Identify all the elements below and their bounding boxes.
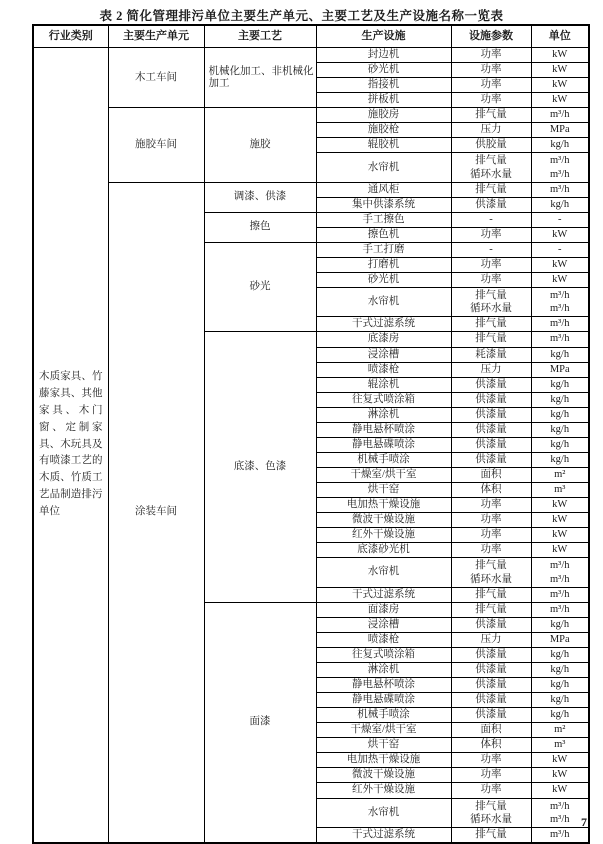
unit-cell: kW [531,513,589,528]
unit-cell-line: m³/h [550,303,570,315]
facility-param-cell: 功率 [451,273,531,288]
unit-cell: kW [531,753,589,768]
facility-cell: 指接机 [316,78,451,93]
facility-cell: 干燥室/烘干室 [316,723,451,738]
facility-param-cell: 供漆量 [451,693,531,708]
unit-cell: kW [531,498,589,513]
facility-param-cell: 供胶量 [451,138,531,153]
unit-cell: m³/h [531,108,589,123]
facility-param-cell: 功率 [451,258,531,273]
unit-cell: kg/h [531,422,589,437]
facility-param-cell: 功率 [451,543,531,558]
facility-cell: 静电悬杯喷涂 [316,422,451,437]
facility-cell: 施胶枪 [316,123,451,138]
facility-param-cell: 供漆量 [451,392,531,407]
unit-cell: kW [531,528,589,543]
facility-param-cell: 供漆量 [451,617,531,632]
facility-cell: 电加热干燥设施 [316,753,451,768]
facility-param-cell-line: 循环水量 [470,813,512,825]
facility-param-cell: 压力 [451,123,531,138]
page-title: 表 2 简化管理排污单位主要生产单元、主要工艺及生产设施名称一览表 [99,9,504,23]
facility-param-cell: 供漆量 [451,197,531,212]
facility-cell: 静电悬杯喷涂 [316,678,451,693]
table-row [33,108,589,123]
facility-cell: 辊涂机 [316,377,451,392]
unit-cell: kW [531,783,589,798]
facility-param-cell: 功率 [451,78,531,93]
facility-param-cell: 供漆量 [451,678,531,693]
facility-param-cell: - [451,242,531,257]
facility-param-cell: 功率 [451,227,531,242]
table-row [33,182,589,197]
unit-cell-line: m³/h [550,800,570,812]
unit-cell: - [531,242,589,257]
facility-cell: 机械手喷涂 [316,708,451,723]
unit-cell-line: m³/h [550,168,570,180]
facility-cell: 干式过滤系统 [316,317,451,332]
facility-param-cell: 功率 [451,753,531,768]
process-cell: 调漆、供漆 [204,182,316,212]
unit-cell-line: m³/h [550,573,570,585]
unit-cell [531,558,589,587]
unit-cell: m² [531,468,589,483]
unit-cell: m³/h [531,602,589,617]
facility-param-cell: 排气量 [451,827,531,843]
unit-cell: - [531,212,589,227]
unit-cell: m³/h [531,332,589,347]
unit-cell: kg/h [531,662,589,677]
facility-cell: 砂光机 [316,273,451,288]
facility-param-cell: 面积 [451,723,531,738]
facility-param-cell [451,153,531,182]
unit-cell [531,153,589,182]
facility-cell: 手工打磨 [316,242,451,257]
facility-cell: 拼板机 [316,93,451,108]
facility-param-cell-line: 排气量 [475,155,507,167]
facility-param-cell: 供漆量 [451,647,531,662]
unit-cell: kW [531,258,589,273]
column-header: 行业类别 [33,25,108,48]
unit-cell-line: m³/h [550,560,570,572]
process-cell: 砂光 [204,242,316,332]
facility-param-cell: 排气量 [451,587,531,602]
facility-cell: 砂光机 [316,63,451,78]
facility-cell: 淋涂机 [316,662,451,677]
process-cell: 面漆 [204,602,316,843]
production-unit-cell: 涂装车间 [108,182,204,843]
facility-cell: 干式过滤系统 [316,587,451,602]
facility-cell: 擦色机 [316,227,451,242]
facility-param-cell: 耗漆量 [451,347,531,362]
unit-cell: kW [531,227,589,242]
process-cell: 机械化加工、非机械化加工 [204,48,316,108]
facility-param-cell: 压力 [451,632,531,647]
unit-cell: MPa [531,362,589,377]
facility-param-cell: 供漆量 [451,422,531,437]
facility-cell: 水帘机 [316,798,451,827]
facility-cell: 烘干窑 [316,483,451,498]
facility-cell: 底漆砂光机 [316,543,451,558]
facility-param-cell-line: 循环水量 [470,303,512,315]
unit-cell: kg/h [531,678,589,693]
facility-param-cell: 功率 [451,93,531,108]
facility-cell: 静电悬碟喷涂 [316,693,451,708]
unit-cell: m² [531,723,589,738]
facility-cell: 往复式喷涂箱 [316,647,451,662]
facility-cell: 浸涂槽 [316,617,451,632]
facility-param-cell: 排气量 [451,317,531,332]
facility-param-cell [451,288,531,317]
facility-cell: 静电悬碟喷涂 [316,437,451,452]
unit-cell: kg/h [531,197,589,212]
column-header: 主要工艺 [204,25,316,48]
facility-cell: 水帘机 [316,153,451,182]
facility-cell: 喷漆枪 [316,632,451,647]
unit-cell: kg/h [531,708,589,723]
unit-cell: kW [531,78,589,93]
facility-param-cell: 供漆量 [451,708,531,723]
unit-cell: m³/h [531,182,589,197]
facility-param-cell: - [451,212,531,227]
production-unit-cell: 施胶车间 [108,108,204,182]
production-unit-cell: 木工车间 [108,48,204,108]
facility-param-cell: 压力 [451,362,531,377]
unit-cell: kg/h [531,407,589,422]
unit-cell: m³ [531,483,589,498]
table-header-row [33,25,589,48]
facility-param-cell: 功率 [451,768,531,783]
facility-param-cell: 面积 [451,468,531,483]
facility-cell: 辊胶机 [316,138,451,153]
unit-cell: m³/h [531,587,589,602]
facility-cell: 底漆房 [316,332,451,347]
unit-cell: kW [531,63,589,78]
facility-cell: 干式过滤系统 [316,827,451,843]
facility-param-cell: 供漆量 [451,662,531,677]
unit-cell: MPa [531,632,589,647]
facility-cell: 干燥室/烘干室 [316,468,451,483]
facility-cell: 打磨机 [316,258,451,273]
unit-cell: kg/h [531,437,589,452]
unit-cell [531,288,589,317]
process-cell: 施胶 [204,108,316,182]
facility-param-cell [451,798,531,827]
column-header: 单位 [531,25,589,48]
unit-cell-line: m³/h [550,290,570,302]
facility-param-cell: 排气量 [451,332,531,347]
facility-param-cell: 体积 [451,483,531,498]
facility-param-cell: 功率 [451,528,531,543]
facility-param-cell-line: 排气量 [475,290,507,302]
unit-cell: kW [531,768,589,783]
facility-cell: 施胶房 [316,108,451,123]
column-header: 设施参数 [451,25,531,48]
facility-cell: 喷漆枪 [316,362,451,377]
facility-param-cell-line: 排气量 [475,560,507,572]
facility-cell: 通风柜 [316,182,451,197]
facility-cell: 微波干燥设施 [316,513,451,528]
facility-param-cell: 供漆量 [451,452,531,467]
facility-cell: 往复式喷涂箱 [316,392,451,407]
unit-cell: MPa [531,123,589,138]
table-row [33,48,589,63]
facility-param-cell: 排气量 [451,182,531,197]
facility-cell: 集中供漆系统 [316,197,451,212]
facility-param-cell: 功率 [451,783,531,798]
facility-param-cell: 功率 [451,63,531,78]
unit-cell: kW [531,93,589,108]
facility-cell: 封边机 [316,48,451,63]
unit-cell: kW [531,48,589,63]
facility-cell: 手工擦色 [316,212,451,227]
page-number: 7 [581,815,587,829]
facility-cell: 面漆房 [316,602,451,617]
unit-cell-line: m³/h [550,155,570,167]
facility-param-cell: 功率 [451,513,531,528]
unit-cell: kg/h [531,392,589,407]
unit-cell: kg/h [531,452,589,467]
facility-param-cell: 排气量 [451,108,531,123]
facility-param-cell: 供漆量 [451,437,531,452]
unit-cell: kg/h [531,138,589,153]
facility-cell: 机械手喷涂 [316,452,451,467]
unit-cell: kg/h [531,347,589,362]
facility-param-cell-line: 循环水量 [470,168,512,180]
unit-cell-line: m³/h [550,813,570,825]
process-cell: 底漆、色漆 [204,332,316,602]
industry-category-cell: 木质家具、竹藤家具、其他家具、木门窗、定制家具、木玩具及有喷漆工艺的木质、竹质工艺品制造排污单位 [33,48,108,843]
facility-cell: 红外干燥设施 [316,528,451,543]
facility-cell: 微波干燥设施 [316,768,451,783]
facility-cell: 淋涂机 [316,407,451,422]
unit-cell: m³ [531,738,589,753]
facility-param-cell: 功率 [451,498,531,513]
unit-cell: kW [531,543,589,558]
facility-param-cell: 供漆量 [451,377,531,392]
facility-param-cell [451,558,531,587]
unit-cell: kg/h [531,377,589,392]
facility-param-cell: 排气量 [451,602,531,617]
facility-cell: 烘干窑 [316,738,451,753]
facility-cell: 水帘机 [316,288,451,317]
unit-cell: kg/h [531,647,589,662]
unit-cell: kg/h [531,693,589,708]
unit-cell: m³/h [531,317,589,332]
facility-param-cell: 功率 [451,48,531,63]
facility-cell: 水帘机 [316,558,451,587]
facility-param-cell: 体积 [451,738,531,753]
facility-param-cell-line: 排气量 [475,800,507,812]
facility-cell: 浸涂槽 [316,347,451,362]
unit-cell: kW [531,273,589,288]
facility-cell: 红外干燥设施 [316,783,451,798]
facility-param-cell-line: 循环水量 [470,573,512,585]
unit-cell: kg/h [531,617,589,632]
facility-param-cell: 供漆量 [451,407,531,422]
process-cell: 擦色 [204,212,316,242]
facility-table [32,24,590,844]
column-header: 生产设施 [316,25,451,48]
facility-cell: 电加热干燥设施 [316,498,451,513]
unit-cell: m³/h [531,827,589,843]
column-header: 主要生产单元 [108,25,204,48]
